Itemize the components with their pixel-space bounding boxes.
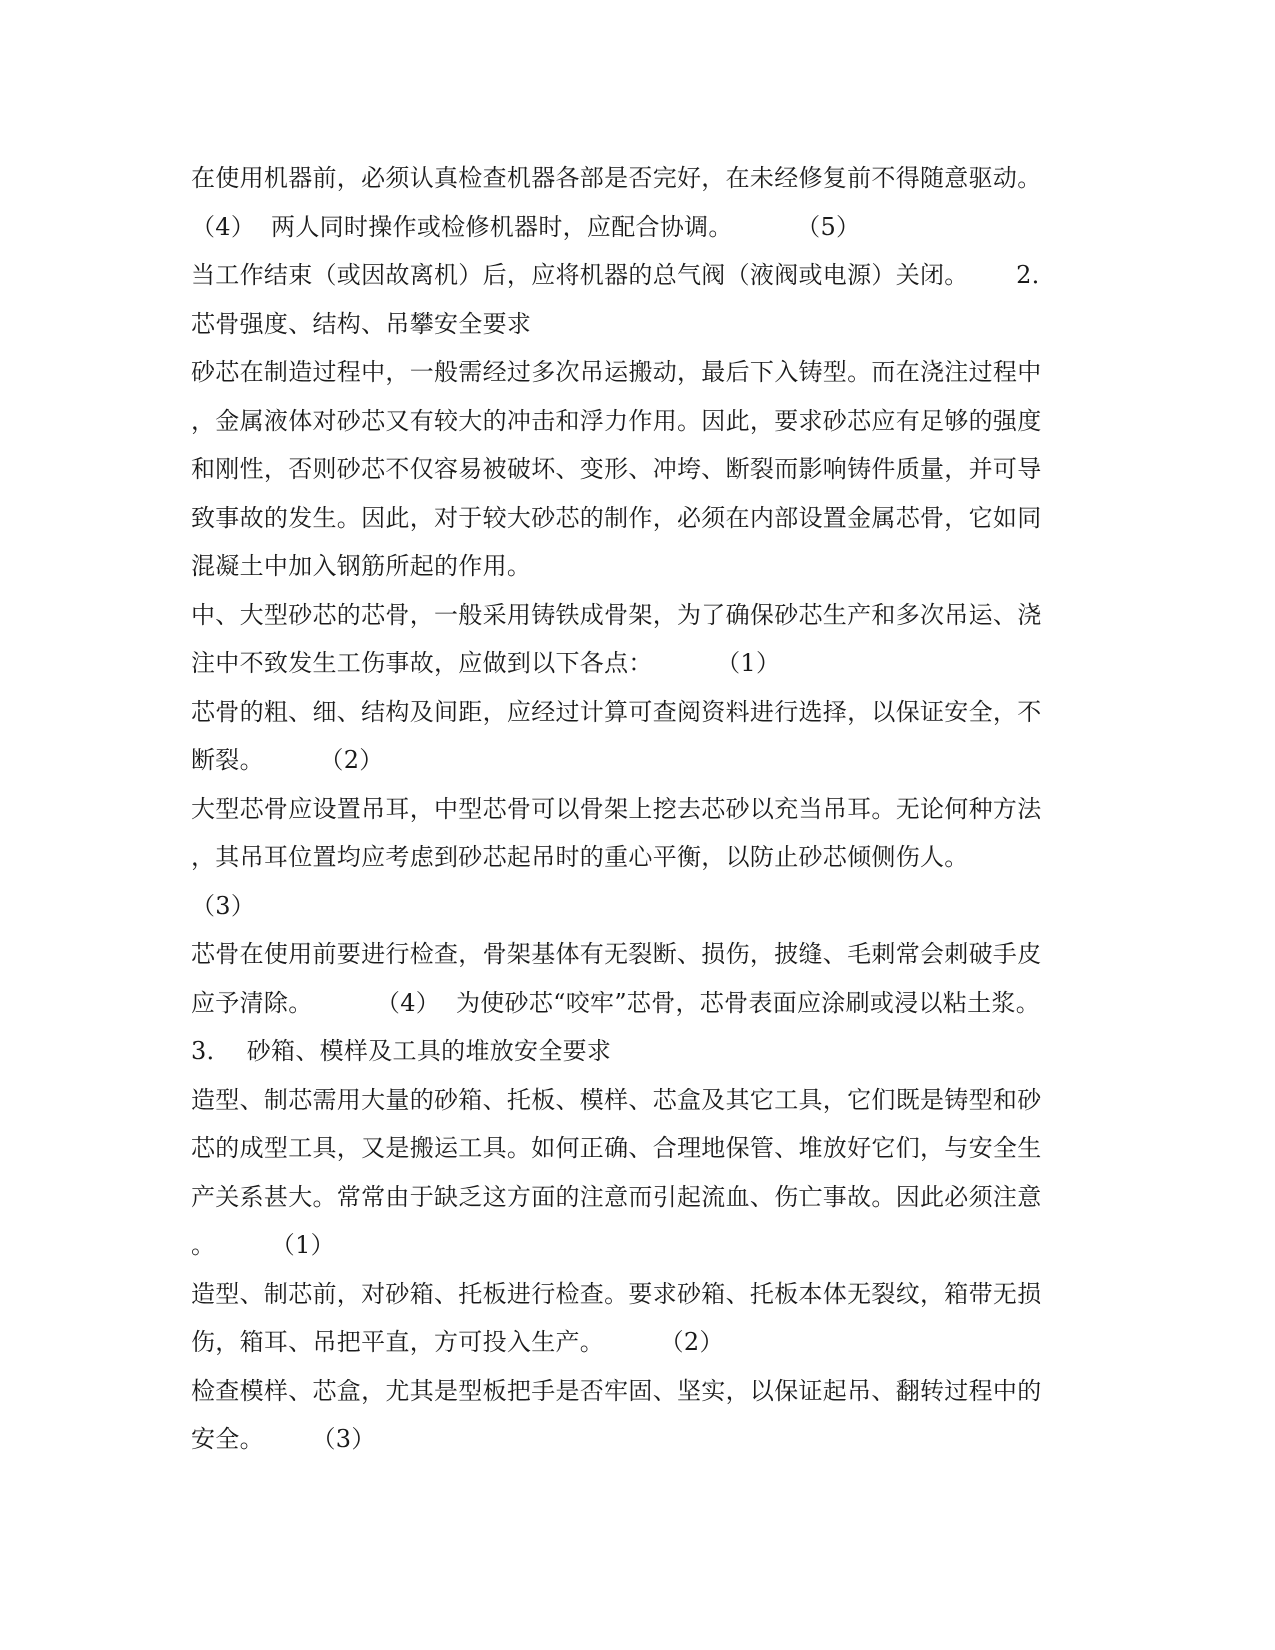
text-line: 芯骨的粗、细、结构及间距，应经过计算可查阅资料进行选择，以保证安全，不	[191, 697, 1042, 726]
section-heading: 3． 砂箱、模样及工具的堆放安全要求	[191, 1037, 612, 1065]
text-line: （4） 两人同时操作或检修机器时，应配合协调。 （5）	[191, 212, 861, 241]
text-line: 断裂。 （2）	[191, 746, 384, 774]
text-line: 应予清除。 （4） 为使砂芯“咬牢”芯骨，芯骨表面应涂刷或浸以粘土浆。	[191, 988, 1040, 1017]
text-line: 检查模样、芯盒，尤其是型板把手是否牢固、坚实，以保证起吊、翻转过程中的	[191, 1376, 1042, 1405]
text-line: 致事故的发生。因此，对于较大砂芯的制作，必须在内部设置金属芯骨，它如同	[191, 503, 1042, 532]
text-line: 注中不致发生工伤事故，应做到以下各点： （1）	[191, 649, 781, 677]
text-line: 大型芯骨应设置吊耳，中型芯骨可以骨架上挖去芯砂以充当吊耳。无论何种方法	[191, 794, 1042, 823]
text-line: 在使用机器前，必须认真检查机器各部是否完好，在未经修复前不得随意驱动。	[191, 164, 1042, 192]
text-line: 造型、制芯需用大量的砂箱、托板、模样、芯盒及其它工具，它们既是铸型和砂	[191, 1085, 1042, 1114]
text-line: （3）	[191, 891, 256, 920]
text-line: ，金属液体对砂芯又有较大的冲击和浮力作用。因此，要求砂芯应有足够的强度	[191, 406, 1042, 435]
text-line: 和刚性，否则砂芯不仅容易被破坏、变形、冲垮、断裂而影响铸件质量，并可导	[191, 455, 1042, 483]
text-line: 中、大型砂芯的芯骨，一般采用铸铁成骨架，为了确保砂芯生产和多次吊运、浇	[191, 600, 1042, 629]
text-line: 伤，箱耳、吊把平直，方可投入生产。 （2）	[191, 1328, 724, 1356]
section-heading: 芯骨强度、结构、吊攀安全要求	[191, 309, 532, 338]
text-line: ，其吊耳位置均应考虑到砂芯起吊时的重心平衡，以防止砂芯倾侧伤人。	[191, 843, 969, 871]
text-line: 造型、制芯前，对砂箱、托板进行检查。要求砂箱、托板本体无裂纹，箱带无损	[191, 1279, 1042, 1308]
text-line: 。 （1）	[191, 1231, 335, 1259]
text-line: 混凝土中加入钢筋所起的作用。	[191, 552, 532, 580]
text-line: 当工作结束（或因故离机）后，应将机器的总气阀（液阀或电源）关闭。 2．	[191, 261, 1057, 289]
text-line: 芯的成型工具，又是搬运工具。如何正确、合理地保管、堆放好它们，与安全生	[191, 1134, 1042, 1162]
text-line: 芯骨在使用前要进行检查，骨架基体有无裂断、损伤，披缝、毛刺常会刺破手皮	[191, 940, 1042, 968]
text-line: 安全。 （3）	[191, 1425, 376, 1453]
text-line: 产关系甚大。常常由于缺乏这方面的注意而引起流血、伤亡事故。因此必须注意	[191, 1182, 1042, 1211]
text-line: 砂芯在制造过程中，一般需经过多次吊运搬动，最后下入铸型。而在浇注过程中	[191, 358, 1042, 386]
document-body	[191, 154, 1071, 1464]
